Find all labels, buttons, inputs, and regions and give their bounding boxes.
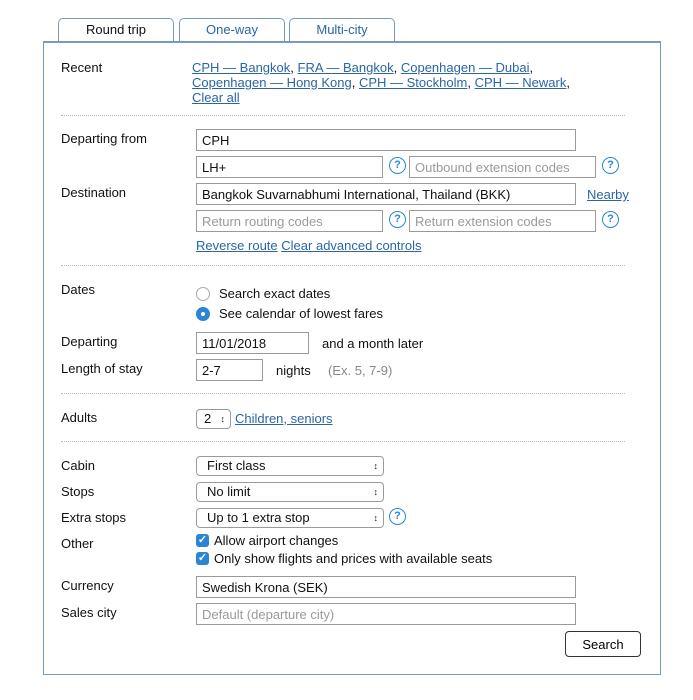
stops-value: No limit bbox=[207, 484, 251, 499]
clear-recent-link[interactable]: Clear all bbox=[192, 90, 240, 105]
extra-stops-value: Up to 1 extra stop bbox=[207, 510, 310, 525]
nearby-link[interactable]: Nearby bbox=[587, 187, 629, 202]
separator bbox=[61, 393, 625, 394]
separator bbox=[61, 265, 625, 266]
recent-link-6[interactable]: CPH — Newark bbox=[474, 75, 567, 90]
return-routing-help-icon[interactable]: ? bbox=[389, 211, 406, 228]
extra-stops-label: Extra stops bbox=[61, 510, 127, 525]
select-arrows-icon: ↕ bbox=[373, 461, 378, 471]
departing-from-label: Departing from bbox=[61, 131, 147, 146]
outbound-routing-input[interactable] bbox=[196, 156, 383, 178]
cabin-select[interactable] bbox=[196, 456, 384, 476]
recent-searches: CPH — Bangkok, FRA — Bangkok, Copenhagen — Dubai, Copenhagen — Hong Kong, CPH — Stockholm, CPH — Newark, Clear all bbox=[192, 60, 570, 105]
clear-advanced-link[interactable]: Clear advanced controls bbox=[281, 238, 422, 253]
exact-dates-radio[interactable] bbox=[196, 287, 210, 301]
recent-link-2[interactable]: FRA — Bangkok bbox=[297, 60, 394, 75]
stops-label: Stops bbox=[61, 484, 95, 499]
adults-label: Adults bbox=[61, 410, 98, 425]
extra-stops-select[interactable] bbox=[196, 508, 384, 528]
reverse-route-link[interactable]: Reverse route bbox=[196, 238, 278, 253]
search-button[interactable]: Search bbox=[565, 631, 641, 657]
recent-link-5[interactable]: CPH — Stockholm bbox=[358, 75, 468, 90]
sales-city-input[interactable] bbox=[196, 603, 576, 625]
other-label: Other bbox=[61, 536, 94, 551]
recent-link-4[interactable]: Copenhagen — Hong Kong bbox=[192, 75, 352, 90]
currency-input[interactable] bbox=[196, 576, 576, 598]
departing-date-input[interactable] bbox=[196, 332, 309, 354]
dates-label: Dates bbox=[61, 282, 95, 297]
return-routing-input[interactable] bbox=[196, 210, 383, 232]
separator bbox=[61, 115, 625, 116]
return-extension-help-icon[interactable]: ? bbox=[602, 211, 619, 228]
length-of-stay-label: Length of stay bbox=[61, 361, 143, 376]
calendar-fares-radio[interactable] bbox=[196, 307, 210, 321]
airport-changes-checkbox[interactable]: ✓ bbox=[197, 534, 208, 546]
select-arrows-icon: ↕ bbox=[220, 414, 225, 424]
destination-label: Destination bbox=[61, 185, 127, 200]
tab-round-trip[interactable]: Round trip bbox=[58, 18, 174, 42]
cabin-value: First class bbox=[207, 458, 266, 473]
outbound-extension-help-icon[interactable]: ? bbox=[602, 157, 619, 174]
destination-input[interactable] bbox=[196, 183, 576, 205]
departing-from-input[interactable] bbox=[196, 129, 576, 151]
currency-label: Currency bbox=[61, 578, 114, 593]
recent-link-3[interactable]: Copenhagen — Dubai bbox=[400, 60, 530, 75]
separator bbox=[61, 441, 625, 442]
recent-label: Recent bbox=[61, 60, 103, 75]
children-seniors-link[interactable]: Children, seniors bbox=[235, 411, 333, 426]
nights-label: nights bbox=[276, 363, 311, 378]
recent-link-1[interactable]: CPH — Bangkok bbox=[192, 60, 291, 75]
calendar-fares-label: See calendar of lowest fares bbox=[219, 306, 384, 321]
select-arrows-icon: ↕ bbox=[373, 487, 378, 497]
tab-multi-city[interactable]: Multi-city bbox=[289, 18, 395, 42]
outbound-routing-help-icon[interactable]: ? bbox=[389, 157, 406, 174]
departing-date-label: Departing bbox=[61, 334, 118, 349]
tab-one-way[interactable]: One-way bbox=[179, 18, 285, 42]
exact-dates-label: Search exact dates bbox=[219, 286, 331, 301]
stops-select[interactable] bbox=[196, 482, 384, 502]
search-form bbox=[43, 41, 661, 675]
available-seats-checkbox[interactable]: ✓ bbox=[197, 552, 208, 564]
route-actions bbox=[196, 238, 421, 253]
departing-date-suffix: and a month later bbox=[322, 336, 424, 351]
available-seats-label: Only show flights and prices with available seats bbox=[214, 551, 493, 566]
length-of-stay-input[interactable] bbox=[196, 359, 263, 381]
cabin-label: Cabin bbox=[61, 458, 95, 473]
outbound-extension-input[interactable] bbox=[409, 156, 596, 178]
length-of-stay-hint: (Ex. 5, 7-9) bbox=[328, 363, 393, 378]
select-arrows-icon: ↕ bbox=[373, 513, 378, 523]
adults-select[interactable] bbox=[196, 409, 231, 429]
adults-value: 2 bbox=[204, 411, 212, 426]
sales-city-label: Sales city bbox=[61, 605, 117, 620]
airport-changes-label: Allow airport changes bbox=[214, 533, 339, 548]
return-extension-input[interactable] bbox=[409, 210, 596, 232]
extra-stops-help-icon[interactable]: ? bbox=[389, 508, 406, 525]
